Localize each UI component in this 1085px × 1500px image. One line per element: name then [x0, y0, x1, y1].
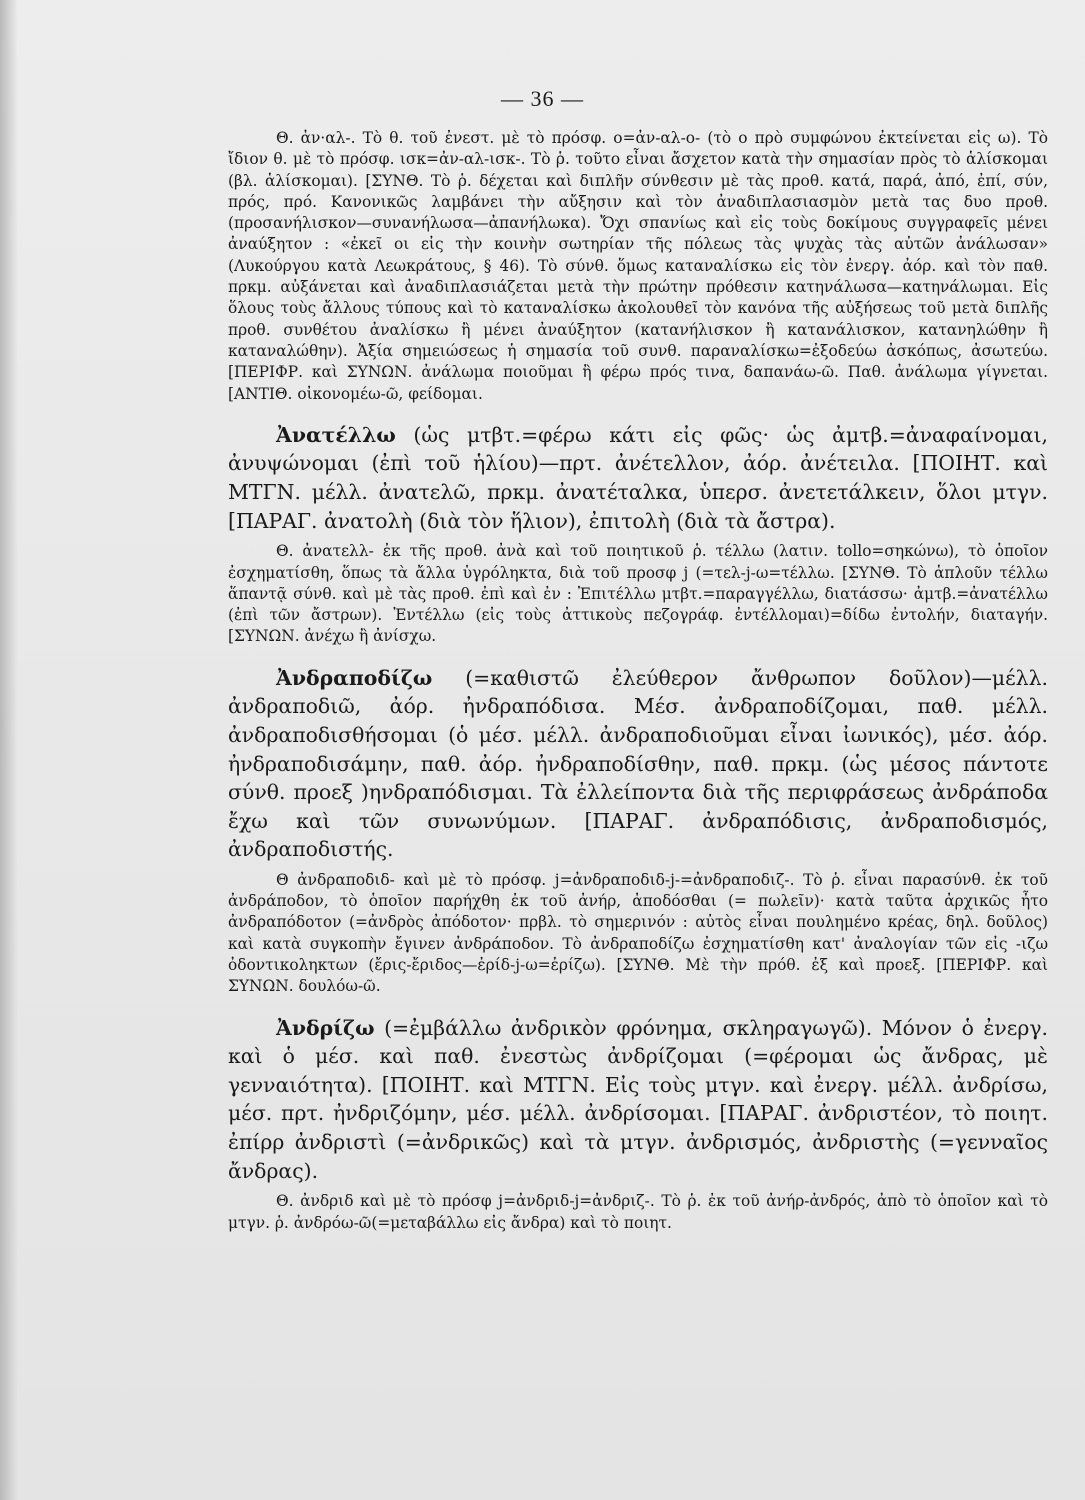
definition: (=ἐμβάλλω ἀνδρικὸν φρόνημα, σκληραγωγῶ). Μόνον ὁ ἐνεργ. καὶ ὁ μέσ. καὶ παθ. ἐνεστὼς ἀνδρίζομαι (=φέρομαι ὡς ἄνδρας, μὲ γενναιότητα). [ΠΟΙΗΤ. καὶ ΜΤΓΝ. Εἰς τοὺς μτγν. καὶ ἐνεργ. μέλλ. ἀνδρίσω, μέσ. πρτ. ἠνδριζόμην, μέσ. μέλλ. ἀνδρίσομαι. [ΠΑΡΑΓ. ἀνδριστέον, τὸ ποιητ. ἐπίρρ ἀνδριστὶ (=ἀνδρικῶς) καὶ τὰ μτγν. ἀνδρισμός, ἀνδριστὴς (=γενναῖος ἄνδρας). — [228, 1015, 1048, 1183]
headword: Ἀνατέλλω — [276, 422, 396, 447]
etymology-paragraph: Θ. ἀν·αλ-. Τὸ θ. τοῦ ἐνεστ. μὲ τὸ πρόσφ. ο=ἀν-αλ-ο- (τὸ ο πρὸ συμφώνου ἐκτείνεται εἰς ω). Τὸ ἴδιον θ. μὲ τὸ πρόσφ. ισκ=ἀν-αλ-ισκ-. Τὸ ῥ. τοῦτο εἶναι ἄσχετον κατὰ τὴν σημασίαν πρὸς τὸ ἁλίσκομαι (βλ. ἁλίσκομαι). [ΣΥΝΘ. Τὸ ῥ. δέχεται καὶ διπλῆν σύνθεσιν μὲ τὰς προθ. κατά, παρά, ἀπό, ἐπί, σύν, πρός, πρό. Κανονικῶς λαμβάνει τὴν αὔξησιν καὶ τὸν ἀναδιπλασιασμὸν μετὰ τας δυο προθ. (προσανήλισκον—συνανήλωσα—ἀπανήλωκα). Ὄχι σπανίως καὶ εἰς τοὺς δοκίμους συγγραφεῖς μένει ἀναύξητον : «ἐκεῖ οι εἰς τὴν κοινὴν σωτηρίαν τῆς πόλεως τὰς ψυχὰς τὰς αὐτῶν ἀνάλωσαν» (Λυκούργου κατὰ Λεωκράτους, § 46). Τὸ σύνθ. ὅμως καταναλίσκω εἰς τὸν ἐνεργ. ἀόρ. καὶ τὸν παθ. πρκμ. αὐξάνεται καὶ ἀναδιπλασιάζεται μετὰ τὴν πρώτην πρόθεσιν κατηνάλωσα—κατηνάλωμαι. Εἰς ὅλους τοὺς ἄλλους τύπους καὶ τὸ καταναλίσκω ἀκολουθεῖ τὸν κανόνα τῆς αὐξήσεως τοῦ μετὰ διπλῆς προθ. συνθέτου ἀναλίσκω ἢ μένει ἀναύξητον (κατανήλισκον ἢ κατανάλισκον, κατανηλώθην ἢ καταναλώθην). Ἀξία σημειώσεως ἡ σημασία τοῦ συνθ. παραναλίσκω=ἐξοδεύω ἀσκόπως, ἀσωτεύω. [ΠΕΡΙΦΡ. καὶ ΣΥΝΩΝ. ἀνάλωμα ποιοῦμαι ἢ φέρω πρός τινα, δαπανάω-ῶ. Παθ. ἀνάλωμα γίγνεται. [ΑΝΤΙΘ. οἰκονομέω-ῶ, φείδομαι. — [228, 129, 1048, 403]
etymology-paragraph: Θ. ἀνατελλ- ἐκ τῆς προθ. ἀνὰ καὶ τοῦ ποιητικοῦ ῥ. τέλλω (λατιν. tollo=σηκώνω), τὸ ὁποῖον ἐσχηματίσθη, ὅπως τὰ ἄλλα ὑγρόληκτα, διὰ τοῦ προσφ j (=τελ-j-ω=τέλλω. [ΣΥΝΘ. Τὸ ἁπλοῦν τέλλω ἅπαντᾷ σύνθ. καὶ μὲ τὰς προθ. ἐπὶ καὶ ἐν : Ἐπιτέλλω μτβτ.=παραγγέλλω, διατάσσω· ἀμτβ.=ἀνατέλλω (ἐπὶ τῶν ἄστρων). Ἐντέλλω (εἰς τοὺς ἀττικοὺς πεζογράφ. ἐντέλλομαι)=δίδω ἐντολήν, διαταγήν. [ΣΥΝΩΝ. ἀνέχω ἢ ἀνίσχω. — [228, 542, 1048, 646]
entry-andrapodizo — [228, 664, 1048, 864]
etymology-paragraph: Θ ἀνδραποδιδ- καὶ μὲ τὸ πρόσφ. j=ἀνδραποδιδ-j-=ἀνδραποδιζ-. Τὸ ῥ. εἶναι παρασύνθ. ἐκ τοῦ ἀνδράποδον, τὸ ὁποῖον παρήχθη ἐκ τοῦ ἀνήρ, ἀποδόσθαι (= πωλεῖν)· κατὰ ταῦτα ἀρχικῶς ἦτο ἀνδραπόδοτον (=ἀνδρὸς ἀπόδοτον· πρβλ. τὸ σημερινόν : αὐτὸς εἶναι πουλημένο κρέας, δηλ. δοῦλος) καὶ κατὰ συγκοπὴν ἔγινεν ἀνδράποδον. Τὸ ἀνδραποδίζω ἐσχηματίσθη κατ' ἀναλογίαν τῶν εἰς -ιζω ὀδοντικοληκτων (ἔρις-ἔριδος—ἐρίδ-j-ω=ἐρίζω). [ΣΥΝΘ. Μὲ τὴν πρόθ. ἐξ καὶ προεξ. [ΠΕΡΙΦΡ. καὶ ΣΥΝΩΝ. δουλόω-ῶ. — [228, 870, 1048, 996]
page-number: — 36 — — [501, 86, 584, 111]
binding-shadow — [0, 0, 18, 1500]
definition: (ὡς μτβτ.=φέρω κάτι εἰς φῶς· ὡς ἀμτβ.=ἀναφαίνομαι, ἀνυψώνομαι (ἐπὶ τοῦ ἡλίου)—πρτ. ἀνέτελλον, ἀόρ. ἀνέτειλα. [ΠΟΙΗΤ. καὶ ΜΤΓΝ. μέλλ. ἀνατελῶ, πρκμ. ἀνατέταλκα, ὑπερσ. ἀνετετάλκειν, ὅλοι μτγν. [ΠΑΡΑΓ. ἀνατολὴ (διὰ τὸν ἥλιον), ἐπιτολὴ (διὰ τὰ ἄστρα). — [228, 422, 1048, 533]
entry-anatello — [228, 421, 1048, 535]
dictionary-text — [228, 128, 1048, 1234]
definition: (=καθιστῶ ἐλεύθερον ἄνθρωπον δοῦλον)—μέλλ. ἀνδραποδιῶ, ἀόρ. ἠνδραπόδισα. Μέσ. ἀνδραποδίζομαι, παθ. μέλλ. ἀνδραποδισθήσομαι (ὁ μέσ. μέλλ. ἀνδραποδιοῦμαι εἶναι ἰωνικός), μέσ. ἀόρ. ἠνδραποδισάμην, παθ. ἀόρ. ἠνδραποδίσθην, παθ. πρκμ. (ὡς μέσος πάντοτε σύνθ. προεξ )ηνδραπόδισμαι. Τὰ ἐλλείποντα διὰ τῆς περιφράσεως ἀνδράποδα ἔχω καὶ τῶν συνωνύμων. [ΠΑΡΑΓ. ἀνδραπόδισις, ἀνδραποδισμός, ἀνδραποδιστής. — [228, 665, 1048, 862]
headword: Ἀνδρίζω — [276, 1015, 375, 1040]
etymology-paragraph: Θ. ἀνδριδ καὶ μὲ τὸ πρόσφ j=ἀνδριδ-j=ἀνδριζ-. Τὸ ῥ. ἐκ τοῦ ἀνήρ-ἀνδρός, ἀπὸ τὸ ὁποῖον καὶ τὸ μτγν. ῥ. ἀνδρόω-ῶ(=μεταβάλλω εἰς ἄνδρα) καὶ τὸ ποιητ. — [228, 1192, 1048, 1232]
entry-andrizo — [228, 1014, 1048, 1186]
headword: Ἀνδραποδίζω — [276, 665, 433, 690]
